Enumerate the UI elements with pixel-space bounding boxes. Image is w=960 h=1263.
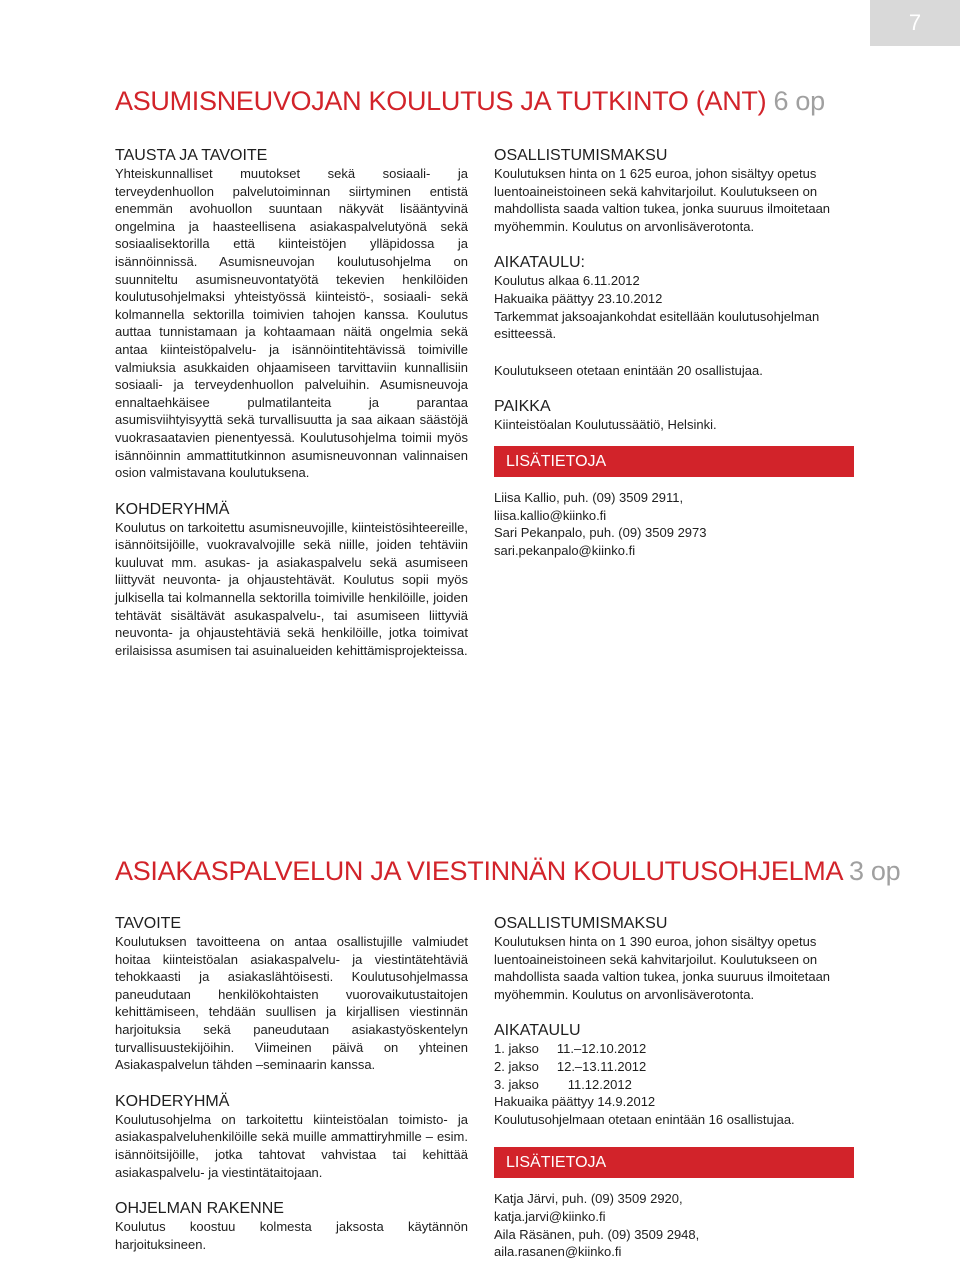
section1-place-text: Kiinteistöalan Koulutussäätiö, Helsinki.: [494, 417, 717, 433]
section2-target-group-heading: KOHDERYHMÄ: [115, 1092, 230, 1110]
section2-goal-text: Koulutuksen tavoitteena on antaa osallistujille valmiudet hoitaa kiinteistöalan asiakaspalvelu- ja viestintätehtäviä tehokkaasti ja asiakaslähtöisesti. Koulutusohjelmassa paneudutaan henkilökohtaisten vuorovaikutustaitojen kehittämiseen, tehdään suullisen ja kirjallisen viestinnän harjoituksia sekä paneudutaan asiakastyöskentelyn turvallisuustekijöihin. Viimeinen päivä on yhteinen Asiakaspalvelun tähden –seminaarin kanssa.: [115, 934, 468, 1073]
section2-structure-heading: OHJELMAN RAKENNE: [115, 1200, 284, 1218]
section2-schedule-line: Koulutusohjelmaan otetaan enintään 16 osallistujaa.: [494, 1111, 795, 1127]
section1-schedule-line: Tarkemmat jaksoajankohdat esitellään koulutusohjelman esitteessä.: [494, 308, 820, 342]
section1-contact-line: Liisa Kallio, puh. (09) 3509 2911,: [494, 489, 684, 505]
section2-schedule-line: 3. jakso 11.12.2012: [494, 1076, 632, 1092]
section1-participants: Koulutukseen otetaan enintään 20 osallistujaa.: [494, 362, 763, 378]
section1-fee-text: Koulutuksen hinta on 1 625 euroa, johon sisältyy opetus luentoaineistoineen sekä kahvitarjoilut. Koulutukseen on mahdollista saada valtion tukea, jonka suuruus ilmoitetaan myöhemmin. Koulutus on arvonlisäverotonta.: [494, 166, 831, 234]
section1-left-column: [115, 147, 468, 659]
section2-contact-email[interactable]: katja.jarvi@kiinko.fi: [494, 1208, 606, 1224]
section2-schedule-line: 2. jakso 12.–13.11.2012: [494, 1058, 647, 1074]
section2-left-column: [115, 915, 468, 1253]
section1-schedule-line: Koulutus alkaa 6.11.2012: [494, 273, 640, 289]
section1-schedule-heading: AIKATAULU:: [494, 254, 585, 272]
section2-info-banner: LISÄTIETOJA: [494, 1147, 854, 1178]
section2-contact-email[interactable]: aila.rasanen@kiinko.fi: [494, 1244, 622, 1260]
section1-credits: 6 op: [773, 86, 825, 116]
section2-title-text: ASIAKASPALVELUN JA VIESTINNÄN KOULUTUSOHJELMA: [115, 856, 842, 886]
section1-info-banner: LISÄTIETOJA: [494, 446, 854, 477]
section1-contact-email[interactable]: sari.pekanpalo@kiinko.fi: [494, 542, 636, 558]
section1-target-group-heading: KOHDERYHMÄ: [115, 500, 230, 518]
page-number: 7: [870, 0, 960, 46]
section1-schedule-line: Hakuaika päättyy 23.10.2012: [494, 290, 663, 306]
section2-right-column: [494, 915, 854, 1261]
section2-contact-line: Katja Järvi, puh. (09) 3509 2920,: [494, 1191, 683, 1207]
section2-schedule-line: 1. jakso 11.–12.10.2012: [494, 1041, 647, 1057]
section2-schedule-line: Hakuaika päättyy 14.9.2012: [494, 1094, 656, 1110]
section1-contact-line: Sari Pekanpalo, puh. (09) 3509 2973: [494, 525, 707, 541]
section2-fee-text: Koulutuksen hinta on 1 390 euroa, johon sisältyy opetus luentoaineistoineen sekä kahvitarjoilut. Koulutukseen on mahdollista saada valtion tukea, jonka suuruus ilmoitetaan myöhemmin. Koulutus on arvonlisäverotonta.: [494, 934, 831, 1002]
section2-fee-heading: OSALLISTUMISMAKSU: [494, 915, 668, 932]
section1-background-heading: TAUSTA JA TAVOITE: [115, 147, 268, 164]
section2-contact-line: Aila Räsänen, puh. (09) 3509 2948,: [494, 1226, 700, 1242]
section2-target-group-text: Koulutusohjelma on tarkoitettu kiinteistöalan toimisto- ja asiakaspalveluhenkilöille sekä muille ammattiryhmille – esim. isännöitsijöille, jotka tahtovat vahvistaa tai kehittää asiakaspalvelu- ja viestintätaitojaan.: [115, 1111, 468, 1180]
section1-right-column: [494, 147, 854, 559]
section1-title-text: ASUMISNEUVOJAN KOULUTUS JA TUTKINTO (ANT): [115, 86, 767, 116]
section1-background-text: Yhteiskunnalliset muutokset sekä sosiaali- ja terveydenhuollon palvelutoiminnan siirtyminen entistä enemmän avohuollon suuntaan näkyvät lisääntyvinä ongelmina ja haasteellisena asiakaspalvelutyönä sekä sosiaalisektorilla että kiinteistöjen ylläpidossa ja isännöinnissä. Asumisneuvojan koulutusohjelma on suunniteltu asumisneuvontatyötä tekevien henkilöiden koulutusohjelmaksi yhteistyössä kiinteistö-, sosiaali- sekä kolmannella sektorilla toimivien tahojen kanssa. Koulutus auttaa tunnistamaan ja kohtaamaan näitä ongelmia sekä antaa kiinteistöpalvelu- ja isännöintitehtävissä toimiville valmiuksia asukkaiden ohjaamiseen tarvittaviin kunnallisiin sosiaali- ja terveydenhuollon palveluihin. Asumisneuvoja ennaltaehkäisee pulmatilanteita ja parantaa asumisviihtyisyyttä sekä turvallisuutta ja saa aikaan säästöjä vuokrasaatavien pienentyessä. Koulutusohjelma toimii myös isännöinnin ammattitutkinnon asumisneuvonnan valinnaisen osion valmistavana koulutuksena.: [115, 166, 468, 481]
section1-place-heading: PAIKKA: [494, 398, 551, 416]
section2-structure-text: Koulutus koostuu kolmesta jaksosta käytännön harjoituksineen.: [115, 1219, 468, 1252]
section2-title: [115, 856, 900, 887]
section2-schedule-heading: AIKATAULU: [494, 1022, 581, 1040]
section1-contact-email[interactable]: liisa.kallio@kiinko.fi: [494, 507, 607, 523]
section2-goal-heading: TAVOITE: [115, 915, 182, 932]
section2-credits: 3 op: [848, 856, 901, 886]
section1-fee-heading: OSALLISTUMISMAKSU: [494, 147, 668, 164]
section1-target-group-text: Koulutus on tarkoitettu asumisneuvojille, kiinteistösihteereille, isännöitsijöille, vuokravalvojille sekä niille, joiden tehtäviin kuuluvat mm. asukas- ja asiakaspalvelu sekä asumiseen liittyvät neuvonta- ja ohjaustehtävät. Koulutus sopii myös julkisella tai kolmannella sektorilla toimiville henkilöille, joiden tehtävät sisältävät asukaspalvelu-, tai asumiseen liittyviä neuvonta- ja ohjaustehtäviä sekä henkilöille, jotka toimivat erilaisissa asumisen tai asuinalueiden kehittämisprojekteissa.: [115, 519, 468, 658]
section1-title: [115, 86, 825, 117]
